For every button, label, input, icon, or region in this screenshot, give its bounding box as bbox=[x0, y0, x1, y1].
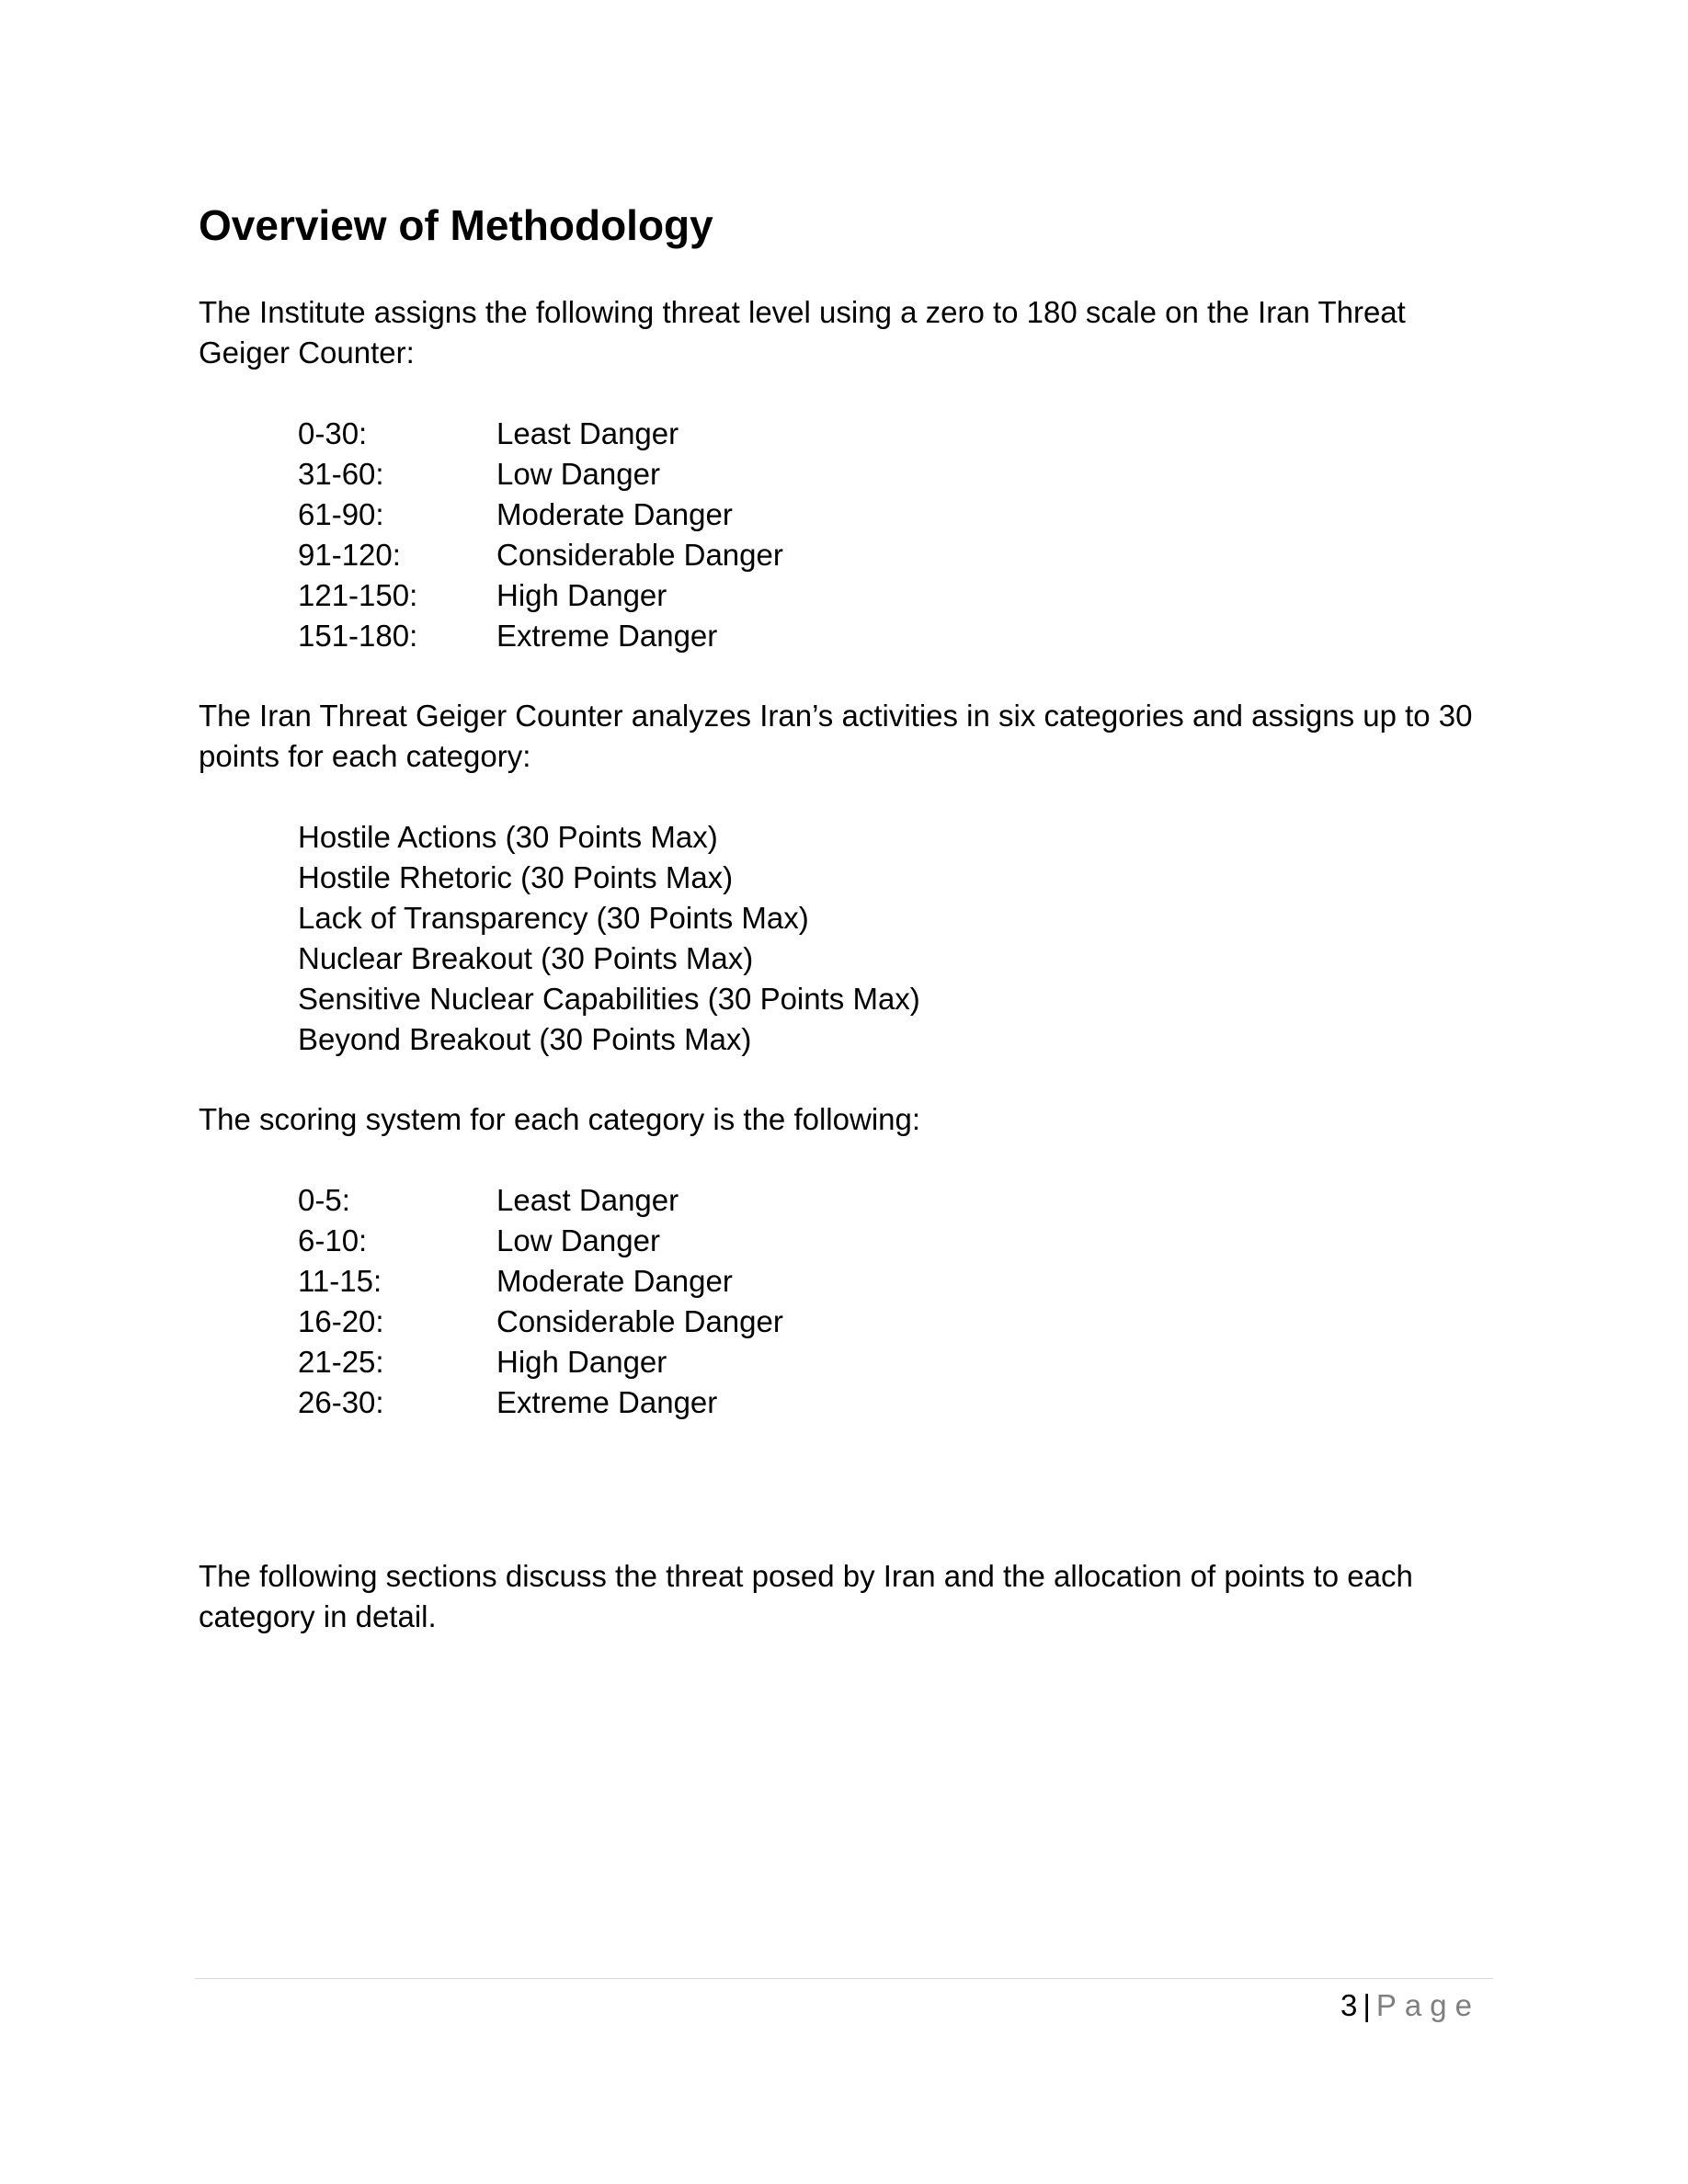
scale-range: 0-30: bbox=[298, 416, 368, 450]
scale-range: 6-10: bbox=[298, 1223, 368, 1257]
scale-row bbox=[298, 1261, 783, 1302]
scale-row bbox=[298, 535, 783, 575]
scale-label: Extreme Danger bbox=[496, 619, 718, 653]
scale-range: 121-150: bbox=[298, 578, 418, 612]
scale-label: Considerable Danger bbox=[496, 1304, 783, 1338]
page-number: 3 bbox=[1340, 1988, 1358, 2022]
scale-label: Least Danger bbox=[496, 416, 679, 450]
scale-label: High Danger bbox=[496, 578, 667, 612]
category-list bbox=[298, 817, 920, 1060]
scale-label: Least Danger bbox=[496, 1183, 679, 1217]
scale-row bbox=[298, 1180, 783, 1221]
list-item: Beyond Breakout (30 Points Max) bbox=[298, 1022, 752, 1056]
scale-range: 21-25: bbox=[298, 1345, 384, 1379]
scale-range: 0-5: bbox=[298, 1183, 350, 1217]
overall-scale-table bbox=[298, 414, 783, 656]
scale-range: 11-15: bbox=[298, 1264, 382, 1298]
scale-row bbox=[298, 1382, 783, 1423]
intro-paragraph: The Institute assigns the following threat level using a zero to 180 scale on the Iran Threat Geiger Counter: bbox=[199, 295, 1406, 370]
page-title: Overview of Methodology bbox=[199, 201, 713, 249]
footer-divider bbox=[195, 1978, 1493, 1979]
page-footer bbox=[1340, 1985, 1480, 2026]
scale-row bbox=[298, 575, 783, 616]
scale-range: 151-180: bbox=[298, 619, 418, 653]
list-item: Hostile Rhetoric (30 Points Max) bbox=[298, 860, 734, 894]
scale-label: Moderate Danger bbox=[496, 1264, 733, 1298]
list-item: Sensitive Nuclear Capabilities (30 Points Max) bbox=[298, 982, 920, 1016]
scale-row bbox=[298, 414, 783, 454]
scale-label: High Danger bbox=[496, 1345, 667, 1379]
scale-range: 61-90: bbox=[298, 497, 384, 531]
scale-row bbox=[298, 454, 783, 495]
scale-row bbox=[298, 616, 783, 656]
scale-range: 16-20: bbox=[298, 1304, 384, 1338]
scale-label: Extreme Danger bbox=[496, 1385, 718, 1419]
scoring-intro-paragraph: The scoring system for each category is the following: bbox=[199, 1102, 921, 1136]
category-scale-table bbox=[298, 1180, 783, 1423]
scale-range: 91-120: bbox=[298, 538, 401, 572]
scale-row bbox=[298, 1302, 783, 1342]
categories-intro-paragraph: The Iran Threat Geiger Counter analyzes Iran’s activities in six categories and assigns up to 30 points for each category: bbox=[199, 699, 1473, 773]
scale-label: Considerable Danger bbox=[496, 538, 783, 572]
closing-paragraph: The following sections discuss the threat posed by Iran and the allocation of points to each category in detail. bbox=[199, 1559, 1413, 1633]
scale-range: 31-60: bbox=[298, 457, 384, 491]
scale-range: 26-30: bbox=[298, 1385, 384, 1419]
scale-label: Low Danger bbox=[496, 1223, 660, 1257]
scale-row bbox=[298, 1342, 783, 1382]
list-item: Lack of Transparency (30 Points Max) bbox=[298, 901, 809, 935]
footer-separator: | bbox=[1363, 1988, 1371, 2022]
scale-label: Moderate Danger bbox=[496, 497, 733, 531]
list-item: Hostile Actions (30 Points Max) bbox=[298, 820, 718, 854]
list-item: Nuclear Breakout (30 Points Max) bbox=[298, 941, 754, 975]
page-word: Page bbox=[1375, 1988, 1480, 2022]
scale-label: Low Danger bbox=[496, 457, 660, 491]
scale-row bbox=[298, 495, 783, 535]
scale-row bbox=[298, 1221, 783, 1261]
